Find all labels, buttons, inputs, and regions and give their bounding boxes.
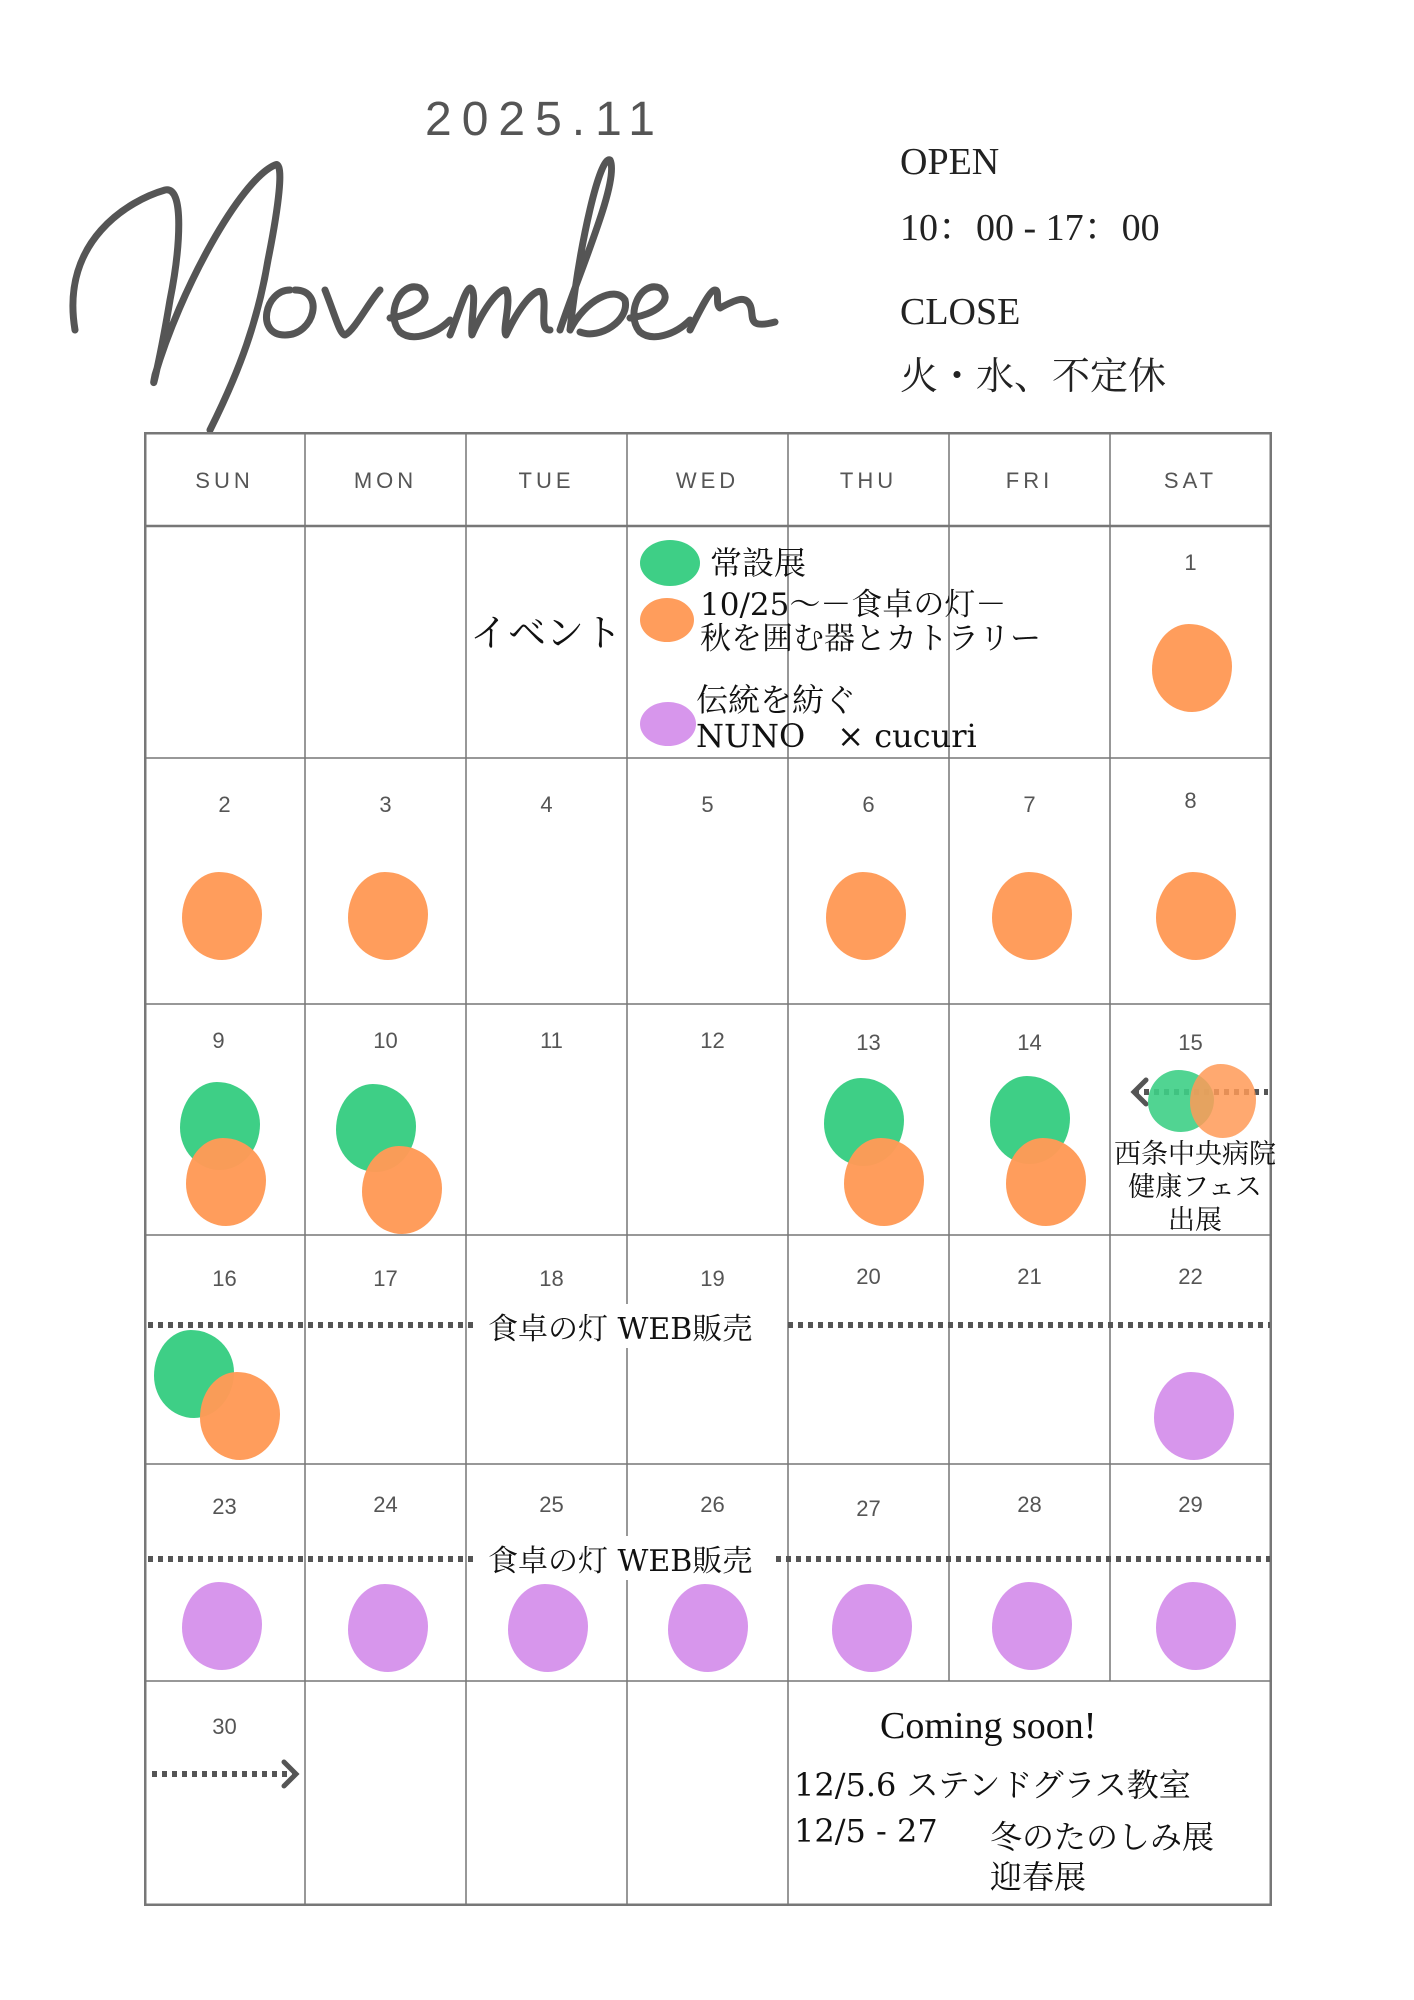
day-20: 20 <box>856 1264 881 1289</box>
event-dot-purple <box>668 1584 748 1672</box>
day-28: 28 <box>1017 1492 1042 1517</box>
day-19: 19 <box>700 1266 725 1291</box>
event-dot-purple <box>508 1584 588 1672</box>
legend-item-orange-line2: 秋を囲む器とカトラリー <box>700 621 1041 657</box>
event-dot-purple <box>1156 1582 1236 1670</box>
day-14: 14 <box>1017 1030 1042 1055</box>
close-label: CLOSE <box>900 291 1021 333</box>
day-30: 30 <box>212 1714 237 1739</box>
health-fes-line1: 西条中央病院 <box>1114 1139 1276 1170</box>
weekday-mon: MON <box>353 468 418 493</box>
event-dot-orange <box>1156 872 1236 960</box>
coming-soon-line2-date: 12/5 - 27 <box>794 1812 938 1850</box>
event-dot-orange <box>1152 624 1232 712</box>
day-22: 22 <box>1178 1264 1203 1289</box>
day-13: 13 <box>856 1030 881 1055</box>
month-script-title <box>40 140 880 440</box>
weekday-thu: THU <box>839 468 898 493</box>
day-16: 16 <box>212 1266 237 1291</box>
health-fes-line3: 出展 <box>1168 1205 1222 1236</box>
weekday-tue: TUE <box>518 468 575 493</box>
day-7: 7 <box>1023 792 1036 817</box>
event-dot-purple <box>1154 1372 1234 1460</box>
legend-item-purple-line2: NUNO × cucuri <box>696 717 977 755</box>
legend-orange-dot <box>640 598 694 642</box>
weekday-fri: FRI <box>1005 468 1054 493</box>
day-15: 15 <box>1178 1030 1203 1055</box>
event-dot-purple <box>992 1582 1072 1670</box>
event-dot-orange <box>844 1138 924 1226</box>
event-dot-orange <box>992 872 1072 960</box>
coming-soon-title: Coming soon! <box>880 1705 1097 1747</box>
open-label: OPEN <box>900 141 1000 183</box>
coming-soon-line2-text: 冬のたのしみ展 <box>990 1818 1215 1856</box>
event-dot-orange <box>826 872 906 960</box>
event-dot-orange <box>1006 1138 1086 1226</box>
event-dot-orange <box>186 1138 266 1226</box>
legend-item-permanent: 常設展 <box>710 544 807 582</box>
day-24: 24 <box>373 1492 398 1517</box>
open-hours: 10：00 - 17：00 <box>900 207 1160 249</box>
event-dot-orange <box>1190 1064 1256 1138</box>
web-sale-label-2: 食卓の灯 WEB販売 <box>484 1536 756 1580</box>
day-21: 21 <box>1017 1264 1042 1289</box>
day-2: 2 <box>218 792 231 817</box>
day-6: 6 <box>862 792 875 817</box>
legend-green-dot <box>640 540 700 586</box>
day-11: 11 <box>540 1028 563 1053</box>
day-27: 27 <box>856 1496 881 1521</box>
weekday-wed: WED <box>675 468 740 493</box>
weekday-sun: SUN <box>195 468 254 493</box>
event-dot-orange <box>348 872 428 960</box>
event-dot-orange <box>362 1146 442 1234</box>
health-fes-note <box>1104 1138 1286 1237</box>
day-5: 5 <box>701 792 714 817</box>
legend-item-orange-line1: 10/25～－食卓の灯－ <box>700 587 1007 623</box>
legend-title: イベント <box>470 611 623 655</box>
coming-soon-line3: 迎春展 <box>990 1858 1087 1896</box>
day-8: 8 <box>1184 788 1197 813</box>
calendar-grid <box>144 432 1276 1906</box>
day-23: 23 <box>212 1494 237 1519</box>
web-sale-label-1: 食卓の灯 WEB販売 <box>484 1304 756 1348</box>
day-12: 12 <box>700 1028 725 1053</box>
day-26: 26 <box>700 1492 725 1517</box>
day-17: 17 <box>373 1266 398 1291</box>
day-3: 3 <box>379 792 392 817</box>
event-dot-orange <box>182 872 262 960</box>
event-dot-purple <box>832 1584 912 1672</box>
year-label: 2025.11 <box>425 93 665 146</box>
day-4: 4 <box>540 792 553 817</box>
legend-item-purple-line1: 伝統を紡ぐ <box>696 681 857 719</box>
legend-purple-dot <box>640 702 696 746</box>
day-29: 29 <box>1178 1492 1203 1517</box>
day-9: 9 <box>212 1028 225 1053</box>
close-days: 火・水、不定休 <box>900 356 1167 398</box>
weekday-sat: SAT <box>1163 468 1218 493</box>
coming-soon-line1: 12/5.6 ステンドグラス教室 <box>794 1766 1191 1804</box>
event-dot-orange <box>200 1372 280 1460</box>
day-10: 10 <box>373 1028 398 1053</box>
event-dot-purple <box>182 1582 262 1670</box>
day-1: 1 <box>1184 550 1197 575</box>
event-dot-purple <box>348 1584 428 1672</box>
day-25: 25 <box>539 1492 564 1517</box>
health-fes-line2: 健康フェス <box>1128 1172 1262 1203</box>
day-18: 18 <box>539 1266 564 1291</box>
